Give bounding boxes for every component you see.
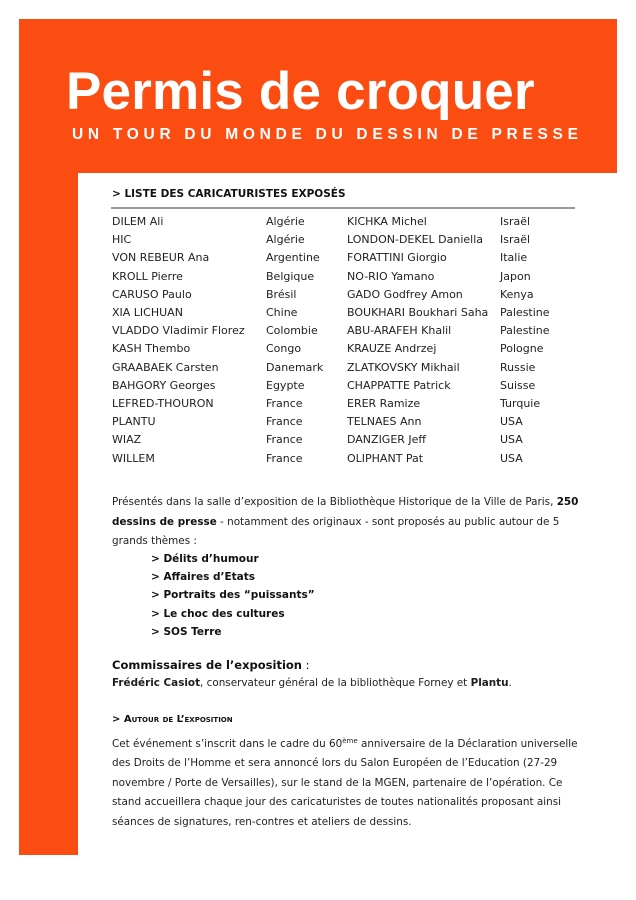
caricaturist-name: CHAPPATTE Patrick (347, 378, 451, 392)
commissaires-description: , conservateur général de la bibliothèque Forney et (200, 677, 471, 689)
caricaturist-name: FORATTINI Giorgio (347, 251, 447, 265)
caricaturist-name: ERER Ramize (347, 397, 421, 410)
caricaturist-country: Israël (500, 215, 531, 228)
caricaturist-name: CARUSO Paulo (112, 287, 192, 301)
caricaturist-country: Congo (266, 342, 302, 356)
caricaturist-country: USA (500, 415, 523, 429)
caricaturist-name: HIC (112, 233, 132, 247)
caricaturist-name: ZLATKOVSKY Mikhail (347, 360, 460, 374)
theme-item: > Le choc des cultures (151, 608, 285, 620)
caricaturist-country: France (266, 415, 303, 429)
commissaires-end: . (508, 677, 512, 689)
theme-item: > Portraits des “puissants” (151, 589, 315, 601)
caricaturist-country: Japon (500, 269, 531, 283)
caricaturist-name: ABU-ARAFEH Khalil (347, 324, 452, 338)
caricaturist-country: France (266, 451, 303, 465)
autour-paragraph (112, 735, 582, 832)
caricaturist-name: KROLL Pierre (112, 269, 183, 283)
page-subtitle: UN TOUR DU MONDE DU DESSIN DE PRESSE (72, 126, 583, 143)
commissaires-heading (112, 658, 310, 673)
caricaturist-country: Colombie (266, 324, 318, 338)
caricaturist-country: France (266, 397, 303, 410)
caricaturist-name: VLADDO Vladimir Florez (112, 324, 245, 338)
caricaturist-country: Palestine (500, 324, 550, 338)
commissaires-title: Commissaires de l’exposition (112, 658, 302, 672)
theme-item: > Délits d’humour (151, 553, 259, 565)
autour-heading: > Autour de L’exposition (112, 714, 233, 725)
caricaturist-country: Algérie (266, 233, 305, 247)
caricaturist-name: LONDON-DEKEL Daniella (347, 233, 484, 247)
intro-paragraph (112, 493, 582, 552)
intro-text-2: - notamment des originaux - sont proposés au public autour de 5 grands thèmes : (112, 515, 560, 547)
caricaturist-country: Italie (500, 251, 528, 265)
theme-item: > Affaires d’Etats (151, 571, 256, 583)
caricaturist-name: WIAZ (112, 433, 142, 447)
commissaires-text (112, 676, 512, 691)
caricaturist-name: NO-RIO Yamano (347, 269, 435, 283)
commissaires-colon: : (301, 658, 310, 672)
caricaturist-name: DILEM Ali (112, 215, 164, 228)
caricaturist-country: Egypte (266, 378, 305, 392)
caricaturist-name: LEFRED-THOURON (112, 397, 214, 410)
caricaturist-name: BOUKHARI Boukhari Saha (347, 306, 489, 319)
caricaturist-country: Belgique (266, 269, 315, 283)
caricaturist-country: Brésil (266, 287, 297, 301)
intro-text-1: Présentés dans la salle d’exposition de la Bibliothèque Historique de la Ville de Paris, (112, 496, 557, 508)
caricaturist-country: Israël (500, 233, 531, 247)
caricaturist-name: PLANTU (112, 415, 156, 429)
autour-superscript: ème (342, 737, 358, 745)
caricaturist-country: Argentine (266, 251, 320, 265)
caricaturist-country: Suisse (500, 378, 536, 392)
autour-text-2: anniversaire de la Déclaration universelle des Droits de l’Homme et sera annoncé lors du Salon Européen de l’Education (27-29 novembre / Porte de Versailles), sur le stand de la MGEN, partenaire de l’opération. Ce stand accueillera chaque jour des caricaturistes de toutes nationalités proposant ainsi séances de signatures, ren-contres et ateliers de dessins. (112, 738, 578, 828)
caricaturist-name: XIA LICHUAN (112, 306, 183, 319)
caricaturist-country: USA (500, 433, 523, 447)
caricaturist-country: Pologne (500, 342, 544, 356)
caricaturist-name: VON REBEUR Ana (112, 251, 210, 265)
caricaturist-name: GADO Godfrey Amon (347, 287, 463, 301)
caricaturist-name: DANZIGER Jeff (347, 433, 427, 447)
caricaturist-country: Chine (266, 306, 298, 319)
caricaturist-name: TELNAES Ann (347, 415, 422, 429)
caricaturist-country: Algérie (266, 215, 305, 228)
caricaturist-country: Kenya (500, 287, 534, 301)
commissaire-name-1: Frédéric Casiot (112, 677, 201, 689)
caricaturists-list-heading: > LISTE DES CARICATURISTES EXPOSÉS (112, 188, 346, 200)
autour-text-1: Cet événement s’inscrit dans le cadre du 60 (112, 738, 343, 750)
side-accent-strip (19, 173, 78, 855)
caricaturist-name: KASH Thembo (112, 342, 191, 356)
caricaturist-name: KICHKA Michel (347, 215, 427, 228)
caricaturist-name: GRAABAEK Carsten (112, 360, 219, 374)
commissaire-name-2: Plantu (470, 677, 509, 689)
caricaturist-country: Turquie (500, 397, 541, 410)
caricaturist-name: KRAUZE Andrzej (347, 342, 437, 356)
intro-bold: 250 dessins de presse (112, 496, 579, 528)
page-title: Permis de croquer (66, 62, 535, 121)
caricaturist-name: BAHGORY Georges (112, 378, 216, 392)
caricaturist-country: France (266, 433, 303, 447)
caricaturist-country: Palestine (500, 306, 550, 319)
caricaturist-name: WILLEM (112, 451, 155, 465)
caricaturist-country: USA (500, 451, 523, 465)
caricaturist-country: Danemark (266, 360, 324, 374)
caricaturist-name: OLIPHANT Pat (347, 451, 424, 465)
caricaturist-country: Russie (500, 360, 536, 374)
theme-item: > SOS Terre (151, 626, 222, 638)
heading-divider (111, 207, 575, 209)
